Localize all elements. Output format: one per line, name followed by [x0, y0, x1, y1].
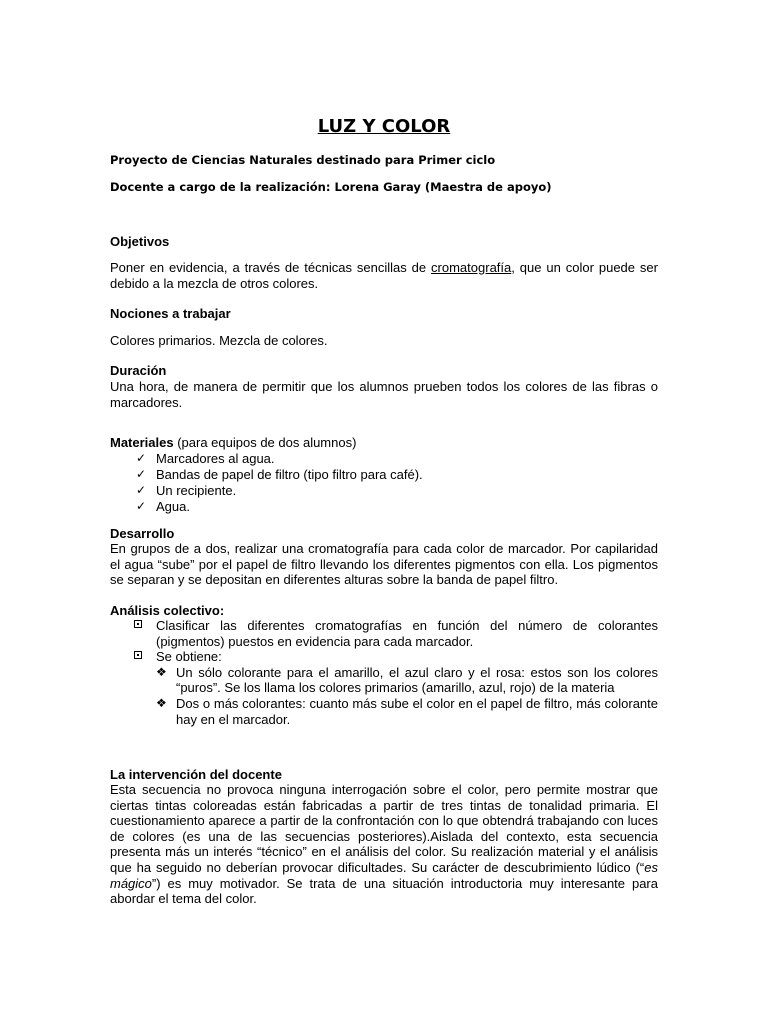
- materiales-heading-note: (para equipos de dos alumnos): [173, 435, 357, 450]
- nociones-heading: Nociones a trabajar: [110, 306, 231, 321]
- check-icon: ✓: [135, 451, 147, 465]
- check-icon: ✓: [135, 466, 147, 481]
- square-bullet-icon: [134, 651, 142, 659]
- list-item: Se obtiene:: [110, 649, 658, 665]
- check-icon: ✓: [135, 498, 147, 513]
- objetivos-text: [110, 260, 658, 291]
- list-item: Clasificar las diferentes cromatografías en función del número de colorantes (pigmentos) puestos en evidencia para cada marcador.: [110, 618, 658, 649]
- es-magico-italic: es mágico: [110, 859, 658, 891]
- objetivos-text-before: Poner en evidencia, a través de técnicas sencillas de: [110, 260, 432, 275]
- square-bullet-icon: [134, 620, 142, 628]
- objetivos-text-after: , que un color puede ser debido a la mezcla de otros colores.: [110, 260, 658, 291]
- list-item: ✓ Agua.: [135, 498, 190, 514]
- cromatografia-link: cromatografía: [431, 260, 512, 275]
- desarrollo-text: En grupos de a dos, realizar una cromatografía para cada color de marcador. Por capilaridad el agua “sube” por el papel de filtro llevando los diferentes pigmentos con ella. Los pigmentos se separan y se depositan en diferentes alturas sobre la banda de papel filtro.: [110, 541, 658, 588]
- materiales-heading-line: [110, 435, 658, 451]
- nociones-text: Colores primarios. Mezcla de colores.: [110, 333, 328, 348]
- list-item: ✓ Marcadores al agua.: [135, 451, 275, 466]
- diamond-bullet-icon: ❖: [156, 664, 167, 679]
- teacher-line: Docente a cargo de la realización: Lorena Garay (Maestra de apoyo): [110, 180, 552, 194]
- page-title: LUZ Y COLOR: [317, 116, 451, 137]
- materiales-list: [110, 451, 658, 514]
- analisis-heading: Análisis colectivo:: [110, 603, 225, 618]
- materiales-heading: Materiales: [110, 435, 174, 450]
- analisis-list: [110, 618, 658, 727]
- list-item: ❖ Un sólo colorante para el amarillo, el azul claro y el rosa: estos son los colores “puros”. Se los llama los colores primarios (amarillo, azul, rojo) de la materia: [156, 664, 658, 696]
- intervencion-text: Esta secuencia no provoca ninguna interrogación sobre el color, pero permite mostrar que ciertas tintas coloreadas están fabricadas a partir de tres tintas de tonalidad primaria. El cuestionamiento aparece a partir de la confrontación con lo que obtendrá trabajando con luces de colores (es una de las secuencias posteriores).Aislada del contexto, esta secuencia presenta más un interés “técnico” en el análisis del color. Su realización material y el análisis que ha seguido no deberían provocar dificultades. Su carácter de descubrimiento lúdico (“es mágico”) es muy motivador. Se trata de una situación introductoria muy interesante para abordar el tema del color.: [110, 782, 658, 907]
- desarrollo-heading: Desarrollo: [110, 526, 175, 541]
- list-item: ❖ Dos o más colorantes: cuanto más sube el color en el papel de filtro, más colorante hay en el marcador.: [156, 695, 658, 727]
- duracion-text: Una hora, de manera de permitir que los alumnos prueben todos los colores de las fibras o marcadores.: [110, 379, 658, 410]
- list-item: ✓ Un recipiente.: [135, 483, 237, 499]
- objetivos-heading: Objetivos: [110, 234, 170, 249]
- check-icon: ✓: [135, 483, 147, 498]
- project-line: Proyecto de Ciencias Naturales destinado para Primer ciclo: [110, 153, 496, 167]
- list-item: ✓ Bandas de papel de filtro (tipo filtro para café).: [135, 466, 423, 482]
- diamond-bullet-icon: ❖: [156, 695, 167, 710]
- duracion-heading: Duración: [110, 363, 167, 378]
- intervencion-heading: La intervención del docente: [110, 767, 282, 782]
